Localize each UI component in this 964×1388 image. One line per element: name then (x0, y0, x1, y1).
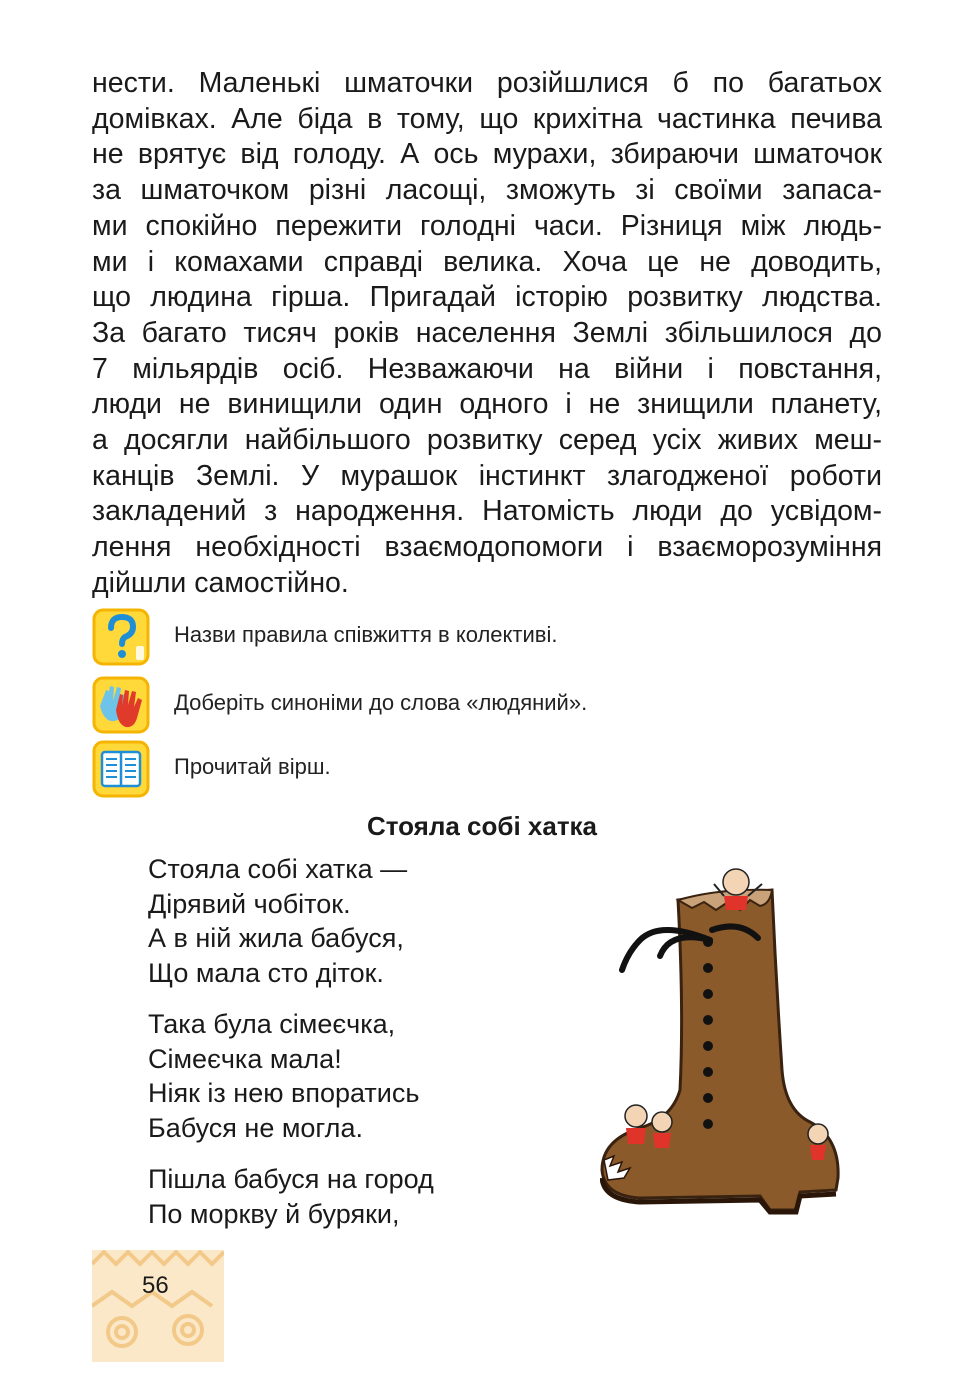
poem-line: А в ній жила бабуся, (148, 923, 404, 953)
paragraph-line: ми спокійно пережити голодні часи. Різниця між людь- (92, 209, 882, 242)
paragraph-line: За багато тисяч років населення Землі збільшилося до (92, 316, 882, 349)
paragraph-line: люди не винищили один одного і не знищили планету, (92, 388, 882, 421)
page-number: 56 (142, 1272, 169, 1299)
poem-title: Стояла собі хатка (366, 811, 598, 841)
paragraph-line: закладений з народження. Натомість люди до усвідом- (92, 495, 882, 528)
task-item (92, 740, 792, 798)
poem-line: Пішла бабуся на город (148, 1164, 434, 1194)
question-icon (92, 608, 150, 666)
poem-line: Ніяк із нею впоратись (148, 1078, 420, 1108)
task-text: Доберіть синоніми до слова «людяний». (174, 690, 588, 715)
book-icon (92, 740, 150, 798)
task-item (92, 676, 792, 734)
paragraph-line: не врятує від голоду. А ось мурахи, збираючи шматочок (92, 138, 882, 171)
poem-stanza (148, 852, 434, 990)
paragraph-line: що людина гірша. Пригадай історію розвитку людства. (92, 281, 882, 314)
paragraph-line: 7 мільярдів осіб. Незважаючи на війни і повстання, (92, 352, 882, 385)
poem-line: Така була сімеєчка, (148, 1009, 396, 1039)
paragraph-line: домівках. Але біда в тому, що крихітна частинка печива (92, 102, 882, 135)
paragraph-line: канців Землі. У мурашок інстинкт злагодженої роботи (92, 459, 882, 492)
paragraph-line: ми і комахами справді велика. Хоча це не доводить, (92, 245, 882, 278)
poem-line: Стояла собі хатка — (148, 854, 408, 884)
hands-icon (92, 676, 150, 734)
poem-line: Що мала сто діток. (148, 957, 384, 988)
task-item (92, 608, 792, 666)
paragraph-line: за шматочком різні ласощі, зможуть зі своїми запаса- (92, 174, 882, 207)
boot-illustration (600, 860, 850, 1220)
body-paragraph (92, 66, 882, 602)
poem-line: Бабуся не могла. (148, 1112, 363, 1143)
poem-stanza (148, 1162, 434, 1231)
poem-stanza (148, 1007, 434, 1145)
task-text: Прочитай вірш. (174, 754, 331, 779)
paragraph-line: дійшли самостійно. (92, 566, 349, 599)
paragraph-line: нести. Маленькі шматочки розійшлися б по багатьох (92, 67, 882, 99)
page-corner-ornament (92, 1250, 224, 1362)
paragraph-line: а досягли найбільшого розвитку серед усіх живих меш- (92, 424, 882, 457)
task-text: Назви правила співжиття в колективі. (174, 622, 558, 647)
poem-line: По моркву й буряки, (148, 1198, 400, 1229)
paragraph-line: лення необхідності взаємодопомоги і взаєморозуміння (92, 531, 882, 564)
poem-line: Сімеєчка мала! (148, 1043, 342, 1074)
poem-line: Дірявий чобіток. (148, 888, 351, 919)
poem (148, 852, 434, 1248)
